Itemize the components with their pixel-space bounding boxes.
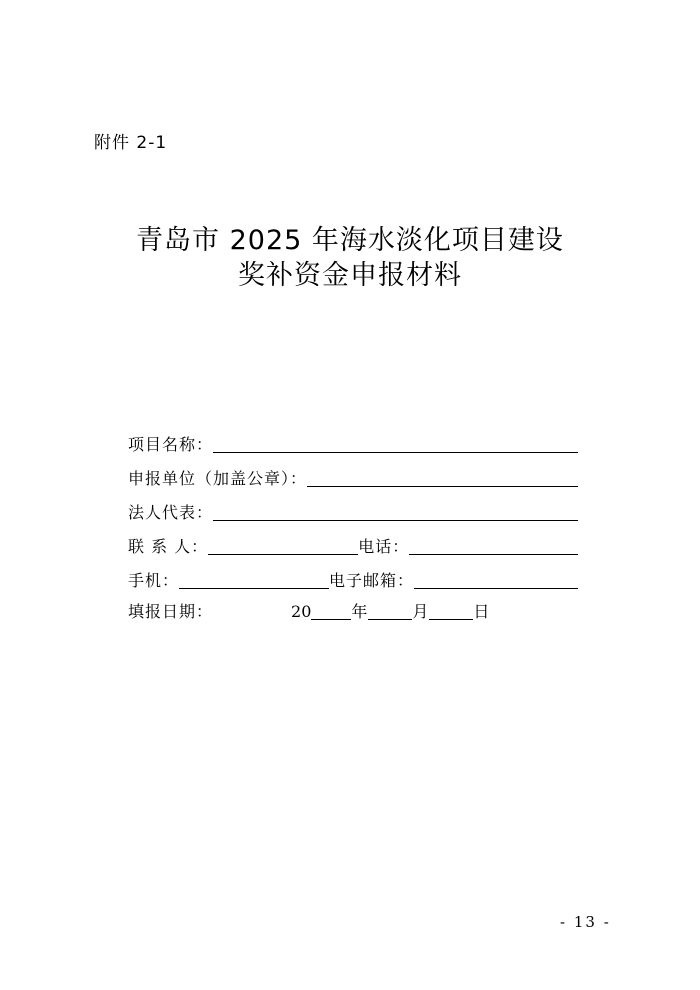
contact-field[interactable] [208, 536, 358, 555]
attachment-label: 附件 2-1 [94, 133, 168, 153]
applicant-row [128, 464, 578, 490]
email-field[interactable] [414, 570, 578, 589]
applicant-label: 申报单位（加盖公章）： [128, 469, 308, 488]
applicant-field[interactable] [307, 468, 578, 487]
date-prefix: 20 [291, 602, 312, 621]
phone-label: 电话： [358, 537, 410, 556]
year-field[interactable] [311, 601, 351, 620]
project-name-field[interactable] [213, 434, 578, 453]
date-label: 填报日期： [128, 602, 214, 621]
project-name-label: 项目名称： [128, 435, 214, 454]
date-row [128, 597, 578, 623]
month-char: 月 [412, 602, 430, 621]
mobile-field[interactable] [179, 570, 329, 589]
contact-row [128, 532, 578, 558]
document-title-line-1: 青岛市 2025 年海水淡化项目建设 [136, 225, 564, 256]
mobile-row [128, 566, 578, 592]
project-name-row [128, 430, 578, 456]
month-field[interactable] [368, 601, 412, 620]
mobile-label: 手机： [128, 571, 180, 590]
day-field[interactable] [429, 601, 473, 620]
phone-field[interactable] [409, 536, 578, 555]
page-number: - 13 - [560, 913, 611, 931]
document-title-line-2: 奖补资金申报材料 [238, 260, 462, 291]
legal-rep-row [128, 498, 578, 524]
day-char: 日 [473, 602, 491, 621]
contact-label: 联 系 人： [128, 537, 209, 556]
legal-rep-label: 法人代表： [128, 503, 214, 522]
year-char: 年 [351, 602, 369, 621]
email-label: 电子邮箱： [329, 571, 415, 590]
legal-rep-field[interactable] [213, 502, 578, 521]
